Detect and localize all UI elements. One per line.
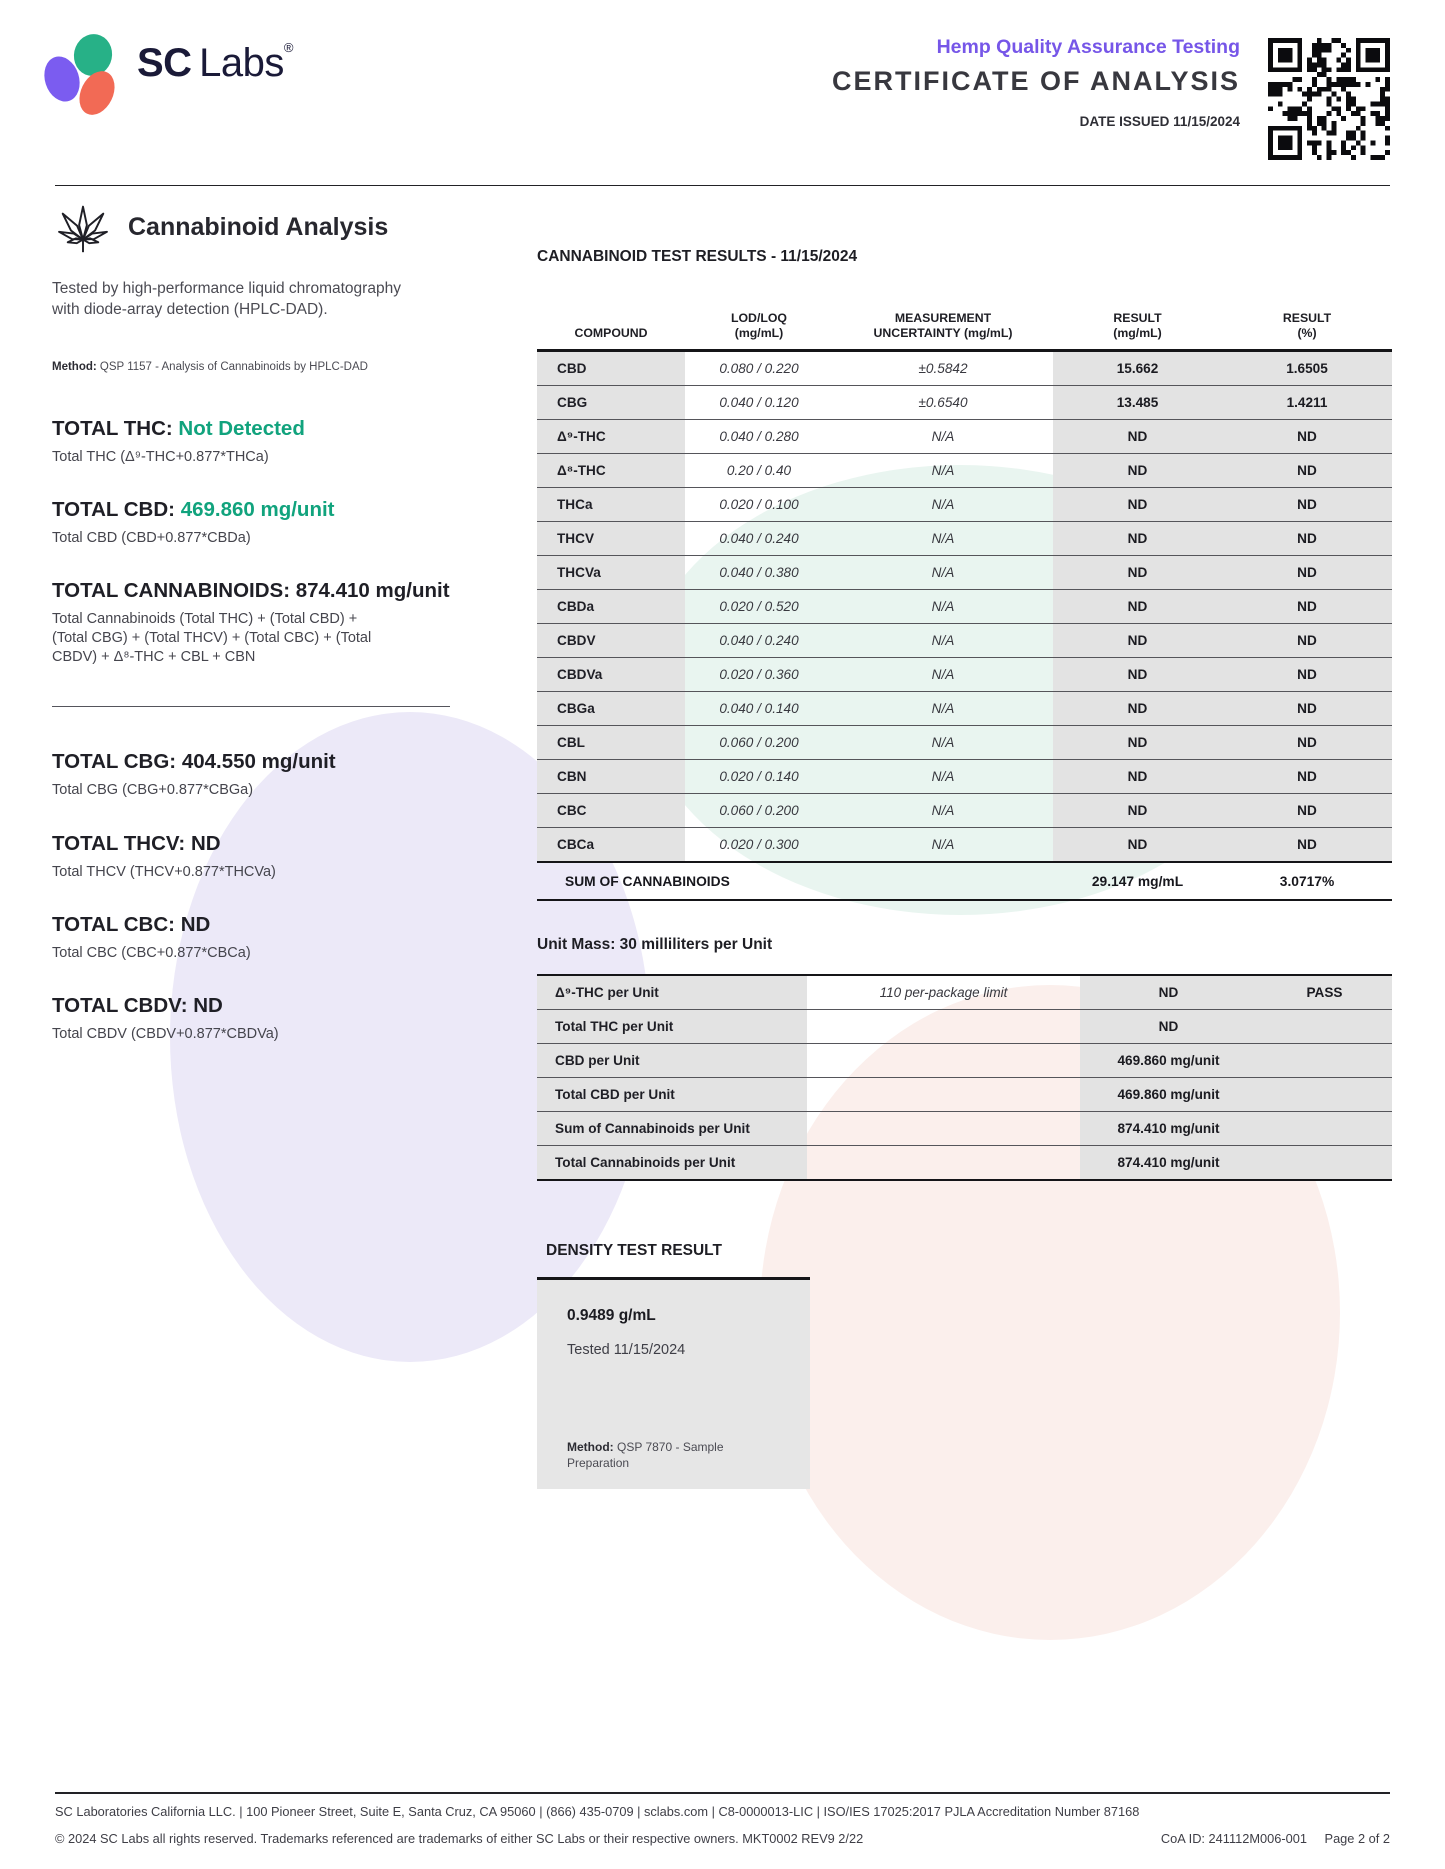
result-mg-cell: ND <box>1053 692 1222 725</box>
result-mg-cell: 15.662 <box>1053 352 1222 385</box>
results-table-row <box>537 488 1392 522</box>
result-mg-cell: ND <box>1053 828 1222 861</box>
page-number: Page 2 of 2 <box>1324 1831 1390 1846</box>
compound-cell: THCVa <box>537 556 685 589</box>
totals-list <box>52 417 452 1044</box>
lod-loq-cell: 0.040 / 0.240 <box>719 633 799 648</box>
lod-loq-cell: 0.080 / 0.220 <box>719 361 799 376</box>
results-table-row <box>537 420 1392 454</box>
lod-loq-cell: 0.020 / 0.140 <box>719 769 799 784</box>
result-mg-cell: ND <box>1053 726 1222 759</box>
per-unit-row <box>537 1146 1392 1179</box>
footer-copyright: © 2024 SC Labs all rights reserved. Trademarks referenced are trademarks of either SC Labs or their respective owners. MKT0002 REV9 2/22 <box>55 1831 864 1846</box>
compound-cell: Δ⁹-THC <box>537 420 685 453</box>
footer-address-line: SC Laboratories California LLC. | 100 Pioneer Street, Suite E, Santa Cruz, CA 95060 | (866) 435-0709 | sclabs.com | C8-0000013-LIC | ISO/IES 17025:2017 PJLA Accreditation Number 87168 <box>55 1804 1140 1819</box>
compound-cell: CBD <box>537 352 685 385</box>
result-mg-cell: ND <box>1053 522 1222 555</box>
uncertainty-cell: N/A <box>931 701 955 716</box>
uncertainty-cell: N/A <box>931 599 955 614</box>
uncertainty-cell: N/A <box>931 497 955 512</box>
total-summary-item <box>52 750 452 800</box>
uncertainty-cell: N/A <box>931 429 955 444</box>
per-unit-result: ND <box>1080 976 1257 1009</box>
sum-result-mg: 29.147 mg/mL <box>1091 873 1184 889</box>
registered-mark: ® <box>283 40 293 55</box>
results-table-row <box>537 828 1392 861</box>
density-result-card <box>537 1277 810 1489</box>
density-tested-date: Tested 11/15/2024 <box>567 1342 686 1358</box>
logo-petal-coral-icon <box>73 65 122 120</box>
results-column-header: RESULT (%) <box>1282 310 1332 341</box>
result-pct-cell: 1.6505 <box>1222 352 1392 385</box>
footer-divider <box>55 1792 1390 1794</box>
result-pct-cell: ND <box>1222 488 1392 521</box>
compound-cell: CBDV <box>537 624 685 657</box>
uncertainty-cell: N/A <box>931 633 955 648</box>
results-table-row <box>537 522 1392 556</box>
lod-loq-cell: 0.020 / 0.300 <box>719 837 799 852</box>
total-formula: Total CBDV (CBDV+0.877*CBDVa) <box>52 1025 279 1042</box>
per-unit-label: Δ⁹-THC per Unit <box>537 976 807 1009</box>
results-table-row <box>537 658 1392 692</box>
total-name: TOTAL CBC: <box>52 912 181 936</box>
result-pct-cell: ND <box>1222 420 1392 453</box>
result-pct-cell: ND <box>1222 794 1392 827</box>
lod-loq-cell: 0.040 / 0.380 <box>719 565 799 580</box>
lod-loq-cell: 0.040 / 0.120 <box>719 395 799 410</box>
total-value: 874.410 mg/unit <box>295 579 450 602</box>
header-title-block <box>620 36 1240 129</box>
uncertainty-cell: ±0.5842 <box>918 361 968 376</box>
per-unit-limit <box>807 1112 1080 1145</box>
per-unit-label: Total Cannabinoids per Unit <box>537 1146 807 1179</box>
per-unit-row <box>537 1010 1392 1044</box>
total-label <box>52 579 452 603</box>
logo-wordmark: SC Labs® <box>137 40 293 85</box>
compound-cell: CBDVa <box>537 658 685 691</box>
result-pct-cell: 1.4211 <box>1222 386 1392 419</box>
results-table-header <box>537 292 1392 352</box>
unit-mass-heading: Unit Mass: 30 milliliters per Unit <box>537 936 773 953</box>
result-pct-cell: ND <box>1222 624 1392 657</box>
page-title: CERTIFICATE OF ANALYSIS <box>831 66 1240 96</box>
result-mg-cell: ND <box>1053 760 1222 793</box>
compound-cell: CBC <box>537 794 685 827</box>
total-formula: Total Cannabinoids (Total THC) + (Total CBD) + (Total CBG) + (Total THCV) + (Total CBC) + (Total CBDV) + Δ⁸-THC + CBL + CBN <box>52 611 372 666</box>
results-table-row <box>537 794 1392 828</box>
total-name: TOTAL THCV: <box>52 831 191 855</box>
per-unit-row <box>537 976 1392 1010</box>
total-label <box>52 994 452 1018</box>
uncertainty-cell: ±0.6540 <box>918 395 968 410</box>
results-column-header: COMPOUND <box>574 326 648 341</box>
footer-legal-line <box>55 1831 1390 1846</box>
results-table-row <box>537 692 1392 726</box>
result-mg-cell: ND <box>1053 556 1222 589</box>
results-table-row <box>537 624 1392 658</box>
total-value: ND <box>190 831 221 855</box>
per-unit-limit <box>807 1010 1080 1043</box>
result-pct-cell: ND <box>1222 658 1392 691</box>
total-formula: Total CBD (CBD+0.877*CBDa) <box>52 529 251 546</box>
compound-cell: THCV <box>537 522 685 555</box>
lod-loq-cell: 0.020 / 0.100 <box>719 497 799 512</box>
date-issued: DATE ISSUED 11/15/2024 <box>1079 114 1240 129</box>
results-column-header: MEASUREMENT UNCERTAINTY (mg/mL) <box>873 310 1013 341</box>
sum-of-cannabinoids-row <box>537 861 1392 901</box>
result-mg-cell: ND <box>1053 454 1222 487</box>
results-table-row <box>537 386 1392 420</box>
per-unit-limit <box>807 1146 1080 1179</box>
per-unit-result: 469.860 mg/unit <box>1080 1078 1257 1111</box>
left-column-divider <box>52 706 450 707</box>
results-table-row <box>537 726 1392 760</box>
per-unit-label: CBD per Unit <box>537 1044 807 1077</box>
uncertainty-cell: N/A <box>931 837 955 852</box>
per-unit-label: Total CBD per Unit <box>537 1078 807 1111</box>
lod-loq-cell: 0.020 / 0.360 <box>719 667 799 682</box>
density-value: 0.9489 g/mL <box>567 1307 656 1324</box>
total-name: TOTAL THC: <box>52 416 179 440</box>
total-name: TOTAL CBDV: <box>52 993 194 1017</box>
result-mg-cell: ND <box>1053 658 1222 691</box>
per-unit-status <box>1257 1146 1392 1179</box>
per-unit-result: 469.860 mg/unit <box>1080 1044 1257 1077</box>
coa-id: CoA ID: 241112M006-001 <box>1160 1831 1307 1846</box>
lod-loq-cell: 0.060 / 0.200 <box>719 803 799 818</box>
lod-loq-cell: 0.020 / 0.520 <box>719 599 799 614</box>
compound-cell: THCa <box>537 488 685 521</box>
lod-loq-cell: 0.040 / 0.140 <box>719 701 799 716</box>
total-name: TOTAL CBD: <box>52 497 181 521</box>
per-unit-label: Total THC per Unit <box>537 1010 807 1043</box>
total-name: TOTAL CBG: <box>52 750 182 774</box>
cannabinoid-analysis-section <box>52 196 452 1075</box>
result-pct-cell: ND <box>1222 828 1392 861</box>
results-table-body <box>537 352 1392 861</box>
result-mg-cell: 13.485 <box>1053 386 1222 419</box>
result-pct-cell: ND <box>1222 454 1392 487</box>
program-name: Hemp Quality Assurance Testing <box>936 36 1240 58</box>
per-unit-status <box>1257 1112 1392 1145</box>
per-unit-table <box>537 974 1392 1181</box>
per-unit-result: 874.410 mg/unit <box>1080 1112 1257 1145</box>
total-label <box>52 750 452 774</box>
uncertainty-cell: N/A <box>931 463 955 478</box>
total-value: ND <box>180 912 211 936</box>
results-table-row <box>537 556 1392 590</box>
result-pct-cell: ND <box>1222 760 1392 793</box>
per-unit-result: 874.410 mg/unit <box>1080 1146 1257 1179</box>
results-table-row <box>537 454 1392 488</box>
total-value: 404.550 mg/unit <box>181 750 336 774</box>
sc-labs-logo <box>45 34 405 104</box>
result-mg-cell: ND <box>1053 624 1222 657</box>
uncertainty-cell: N/A <box>931 667 955 682</box>
result-mg-cell: ND <box>1053 590 1222 623</box>
compound-cell: CBDa <box>537 590 685 623</box>
uncertainty-cell: N/A <box>931 803 955 818</box>
total-summary-item <box>52 579 452 667</box>
compound-cell: CBCa <box>537 828 685 861</box>
result-mg-cell: ND <box>1053 420 1222 453</box>
result-pct-cell: ND <box>1222 522 1392 555</box>
results-table-row <box>537 760 1392 794</box>
compound-cell: CBL <box>537 726 685 759</box>
total-value: Not Detected <box>178 416 305 440</box>
compound-cell: Δ⁸-THC <box>537 454 685 487</box>
total-formula: Total THC (Δ⁹-THC+0.877*THCa) <box>52 448 269 465</box>
footer-coa-block <box>1147 1831 1390 1846</box>
result-pct-cell: ND <box>1222 726 1392 759</box>
total-formula: Total CBG (CBG+0.877*CBGa) <box>52 782 254 799</box>
uncertainty-cell: N/A <box>931 735 955 750</box>
compound-cell: CBGa <box>537 692 685 725</box>
total-value: ND <box>193 993 223 1017</box>
method-line: Method: QSP 1157 - Analysis of Cannabinoids by HPLC-DAD <box>52 360 368 373</box>
result-pct-cell: ND <box>1222 590 1392 623</box>
per-unit-limit <box>807 1044 1080 1077</box>
per-unit-row <box>537 1112 1392 1146</box>
total-formula: Total CBC (CBC+0.877*CBCa) <box>52 944 251 961</box>
per-unit-row <box>537 1078 1392 1112</box>
per-unit-status <box>1257 1010 1392 1043</box>
per-unit-row <box>537 1044 1392 1078</box>
total-summary-item <box>52 498 452 548</box>
lod-loq-cell: 0.040 / 0.240 <box>719 531 799 546</box>
results-table-title: CANNABINOID TEST RESULTS - 11/15/2024 <box>537 248 858 265</box>
density-method-line: Method: QSP 7870 - Sample Preparation <box>567 1439 724 1470</box>
lod-loq-cell: 0.060 / 0.200 <box>719 735 799 750</box>
qr-code-icon <box>1268 38 1390 160</box>
total-label <box>52 913 452 937</box>
results-column-header: RESULT (mg/mL) <box>1113 310 1162 341</box>
sum-label: SUM OF CANNABINOIDS <box>565 873 730 889</box>
section-title: Cannabinoid Analysis <box>128 212 389 241</box>
per-unit-status: PASS <box>1257 976 1392 1009</box>
per-unit-label: Sum of Cannabinoids per Unit <box>537 1112 807 1145</box>
results-table-row <box>537 352 1392 386</box>
header-divider <box>55 185 1390 186</box>
uncertainty-cell: N/A <box>931 565 955 580</box>
uncertainty-cell: N/A <box>931 769 955 784</box>
result-mg-cell: ND <box>1053 794 1222 827</box>
total-label <box>52 498 452 522</box>
total-label <box>52 417 452 441</box>
compound-cell: CBG <box>537 386 685 419</box>
total-label <box>52 832 452 856</box>
per-unit-limit <box>807 1078 1080 1111</box>
per-unit-status <box>1257 1044 1392 1077</box>
per-unit-limit: 110 per-package limit <box>879 985 1008 1000</box>
total-summary-item <box>52 994 452 1044</box>
total-summary-item <box>52 832 452 882</box>
cannabis-leaf-icon <box>52 196 114 258</box>
total-name: TOTAL CANNABINOIDS: <box>52 579 296 602</box>
total-summary-item <box>52 417 452 467</box>
lod-loq-cell: 0.20 / 0.40 <box>726 463 792 478</box>
cannabinoid-results-table <box>537 292 1392 901</box>
uncertainty-cell: N/A <box>931 531 955 546</box>
per-unit-status <box>1257 1078 1392 1111</box>
total-formula: Total THCV (THCV+0.877*THCVa) <box>52 863 276 880</box>
result-mg-cell: ND <box>1053 488 1222 521</box>
per-unit-result: ND <box>1080 1010 1257 1043</box>
section-description: Tested by high-performance liquid chromatography with diode-array detection (HPLC-DAD). <box>52 280 401 319</box>
compound-cell: CBN <box>537 760 685 793</box>
result-pct-cell: ND <box>1222 692 1392 725</box>
results-column-header: LOD/LOQ (mg/mL) <box>730 310 787 341</box>
sum-result-pct: 3.0717% <box>1279 873 1335 889</box>
density-test-heading: DENSITY TEST RESULT <box>546 1242 722 1259</box>
result-pct-cell: ND <box>1222 556 1392 589</box>
lod-loq-cell: 0.040 / 0.280 <box>719 429 799 444</box>
total-value: 469.860 mg/unit <box>180 497 335 521</box>
results-table-row <box>537 590 1392 624</box>
total-summary-item <box>52 913 452 963</box>
